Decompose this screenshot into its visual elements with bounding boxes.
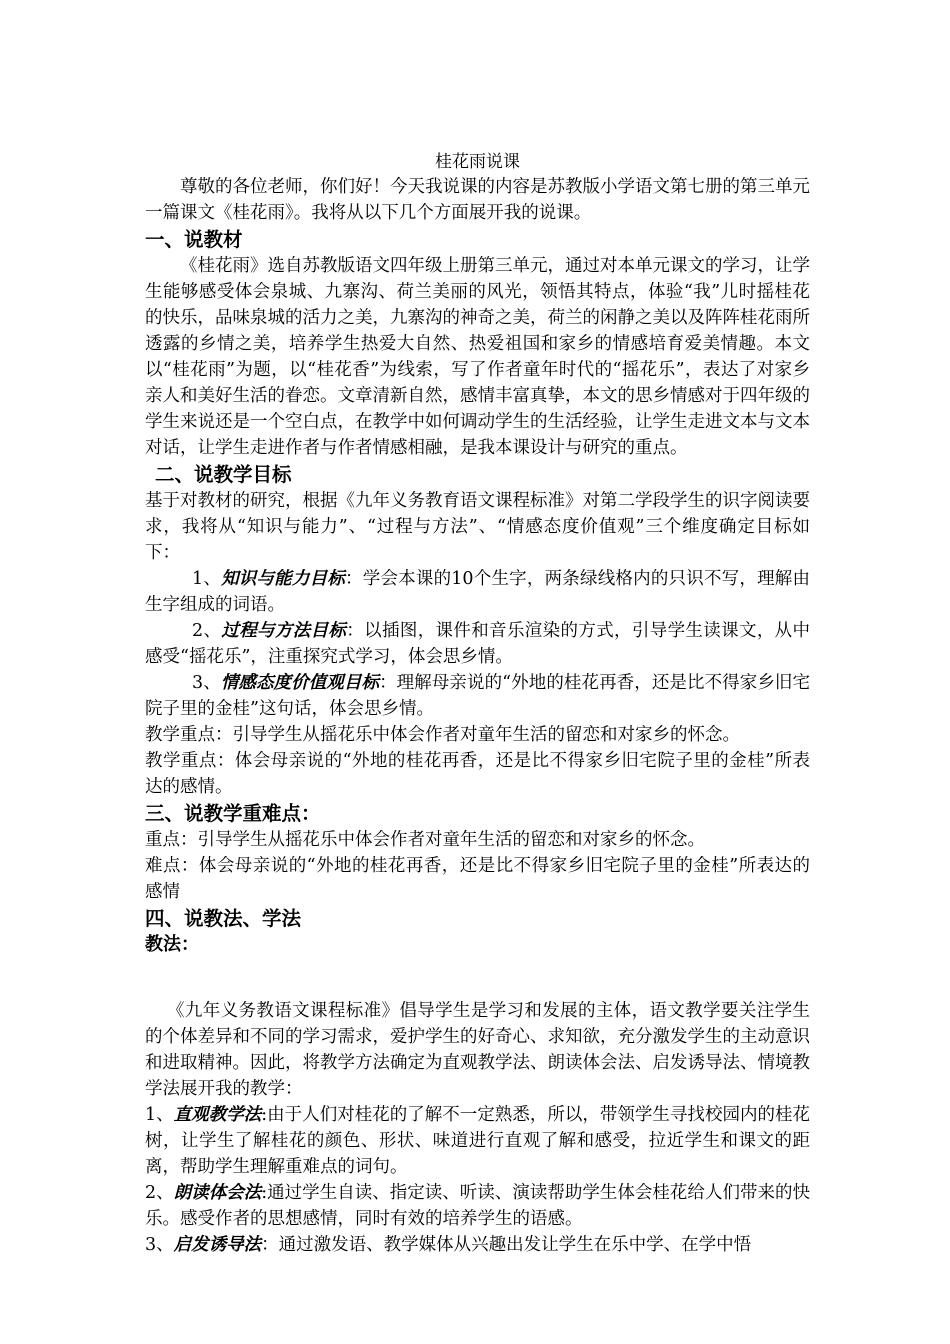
goal-separator: ： <box>379 673 397 693</box>
goal-text: 学会本课的10个生字，两条绿线格内的只识不写，理解由生字组成的词语。 <box>145 569 811 615</box>
section2-intro: 基于对教材的研究，根据《九年义务教育语文课程标准》对第二学段学生的识字阅读要求，我将从“知识与能力”、“过程与方法”、“情感态度价值观”三个维度确定目标如下： <box>145 491 810 563</box>
goal-number: 1、 <box>192 569 222 589</box>
method-number: 3、 <box>145 1235 174 1255</box>
section3-key: 重点：引导学生从摇花乐中体会作者对童年生活的留恋和对家乡的怀念。 <box>145 830 705 850</box>
method-label: 朗读体会法 <box>173 1183 262 1203</box>
method-separator: : <box>261 1105 268 1125</box>
method-text: 通过激发语、教学媒体从兴趣出发让学生在乐中学、在学中悟 <box>278 1235 752 1255</box>
section4-subheading: 教法： <box>145 934 199 955</box>
goal-separator: ： <box>346 621 365 641</box>
goal-item <box>145 618 810 670</box>
section4-heading: 四、说教法、学法 <box>145 907 302 930</box>
method-text: 通过学生自读、指定读、听读、演读帮助学生体会桂花给人们带来的快乐。感受作者的思想感情，同时有效的培养学生的语感。 <box>145 1183 811 1229</box>
method-item <box>145 1102 810 1180</box>
intro-paragraph: 尊敬的各位老师，你们好！今天我说课的内容是苏教版小学语文第七册的第三单元一篇课文《桂花雨》。我将从以下几个方面展开我的说课。 <box>145 177 810 223</box>
method-label: 启发诱导法 <box>173 1235 262 1255</box>
goal-item <box>145 566 810 618</box>
method-text: 由于人们对桂花的了解不一定熟悉，所以，带领学生寻找校园内的桂花树，让学生了解桂花的颜色、形状、味道进行直观了解和感受，拉近学生和课文的距离，帮助学生理解重难点的词句。 <box>145 1105 811 1177</box>
method-separator: : <box>261 1183 268 1203</box>
teaching-difficult-point: 教学重点：体会母亲说的“外地的桂花再香，还是比不得家乡旧宅院子里的金桂”所表达的感情。 <box>145 751 810 797</box>
goal-label: 知识与能力目标 <box>221 569 346 589</box>
section1-heading: 一、说教材 <box>145 228 243 251</box>
method-item <box>145 1232 810 1258</box>
goal-number: 3、 <box>192 673 221 693</box>
document-body <box>145 150 810 1258</box>
method-item <box>145 1180 810 1232</box>
method-number: 2、 <box>145 1183 174 1203</box>
method-separator: ： <box>261 1235 279 1255</box>
goal-item <box>145 670 810 722</box>
goal-label: 过程与方法目标 <box>221 621 347 641</box>
section3-difficult: 难点：体会母亲说的“外地的桂花再香，还是比不得家乡旧宅院子里的金桂”所表达的感情 <box>145 856 810 902</box>
goal-text: 理解母亲说的“外地的桂花再香，还是比不得家乡旧宅院子里的金桂”这句话，体会思乡情。 <box>145 673 811 719</box>
section2-heading: 二、说教学目标 <box>155 463 292 486</box>
document-title: 桂花雨说课 <box>435 152 520 172</box>
teaching-key-point: 教学重点：引导学生从摇花乐中体会作者对童年生活的留恋和对家乡的怀念。 <box>145 725 740 745</box>
section4-intro: 《九年义务教语文课程标准》倡导学生是学习和发展的主体，语文教学要关注学生的个体差异和不同的学习需求，爱护学生的好奇心、求知欲，充分激发学生的主动意识和进取精神。因此，将教学方法确定为直观教学法、朗读体会法、启发诱导法、情境教学法展开我的教学： <box>145 1001 810 1099</box>
goal-number: 2、 <box>192 621 222 641</box>
blank-gap <box>145 958 810 998</box>
method-number: 1、 <box>145 1105 174 1125</box>
section1-body: 《桂花雨》选自苏教版语文四年级上册第三单元，通过对本单元课文的学习，让学生能够感受体会泉城、九寨沟、荷兰美丽的风光，领悟其特点，体验“我”儿时摇桂花的快乐，品味泉城的活力之美，九寨沟的神奇之美，荷兰的闲静之美以及阵阵桂花雨所透露的乡情之美，培养学生热爱大自然、热爱祖国和家乡的情感培育爱美情趣。本文以“桂花雨”为题，以“桂花香”为线索，写了作者童年时代的“摇花乐”，表达了对家乡亲人和美好生活的眷恋。文章清新自然，感情丰富真挚，本文的思乡情感对于四年级的学生来说还是一个空白点，在教学中如何调动学生的生活经验，让学生走进文本与文本对话，让学生走进作者与作者情感相融，是我本课设计与研究的重点。 <box>145 256 810 458</box>
section3-heading: 三、说教学重难点： <box>145 802 321 825</box>
method-label: 直观教学法 <box>173 1105 262 1125</box>
goal-text: 以插图，课件和音乐渲染的方式，引导学生读课文，从中感受“摇花乐”，注重探究式学习，体会思乡情。 <box>145 621 811 667</box>
goal-label: 情感态度价值观目标 <box>220 673 380 693</box>
goal-separator: ： <box>345 569 363 589</box>
